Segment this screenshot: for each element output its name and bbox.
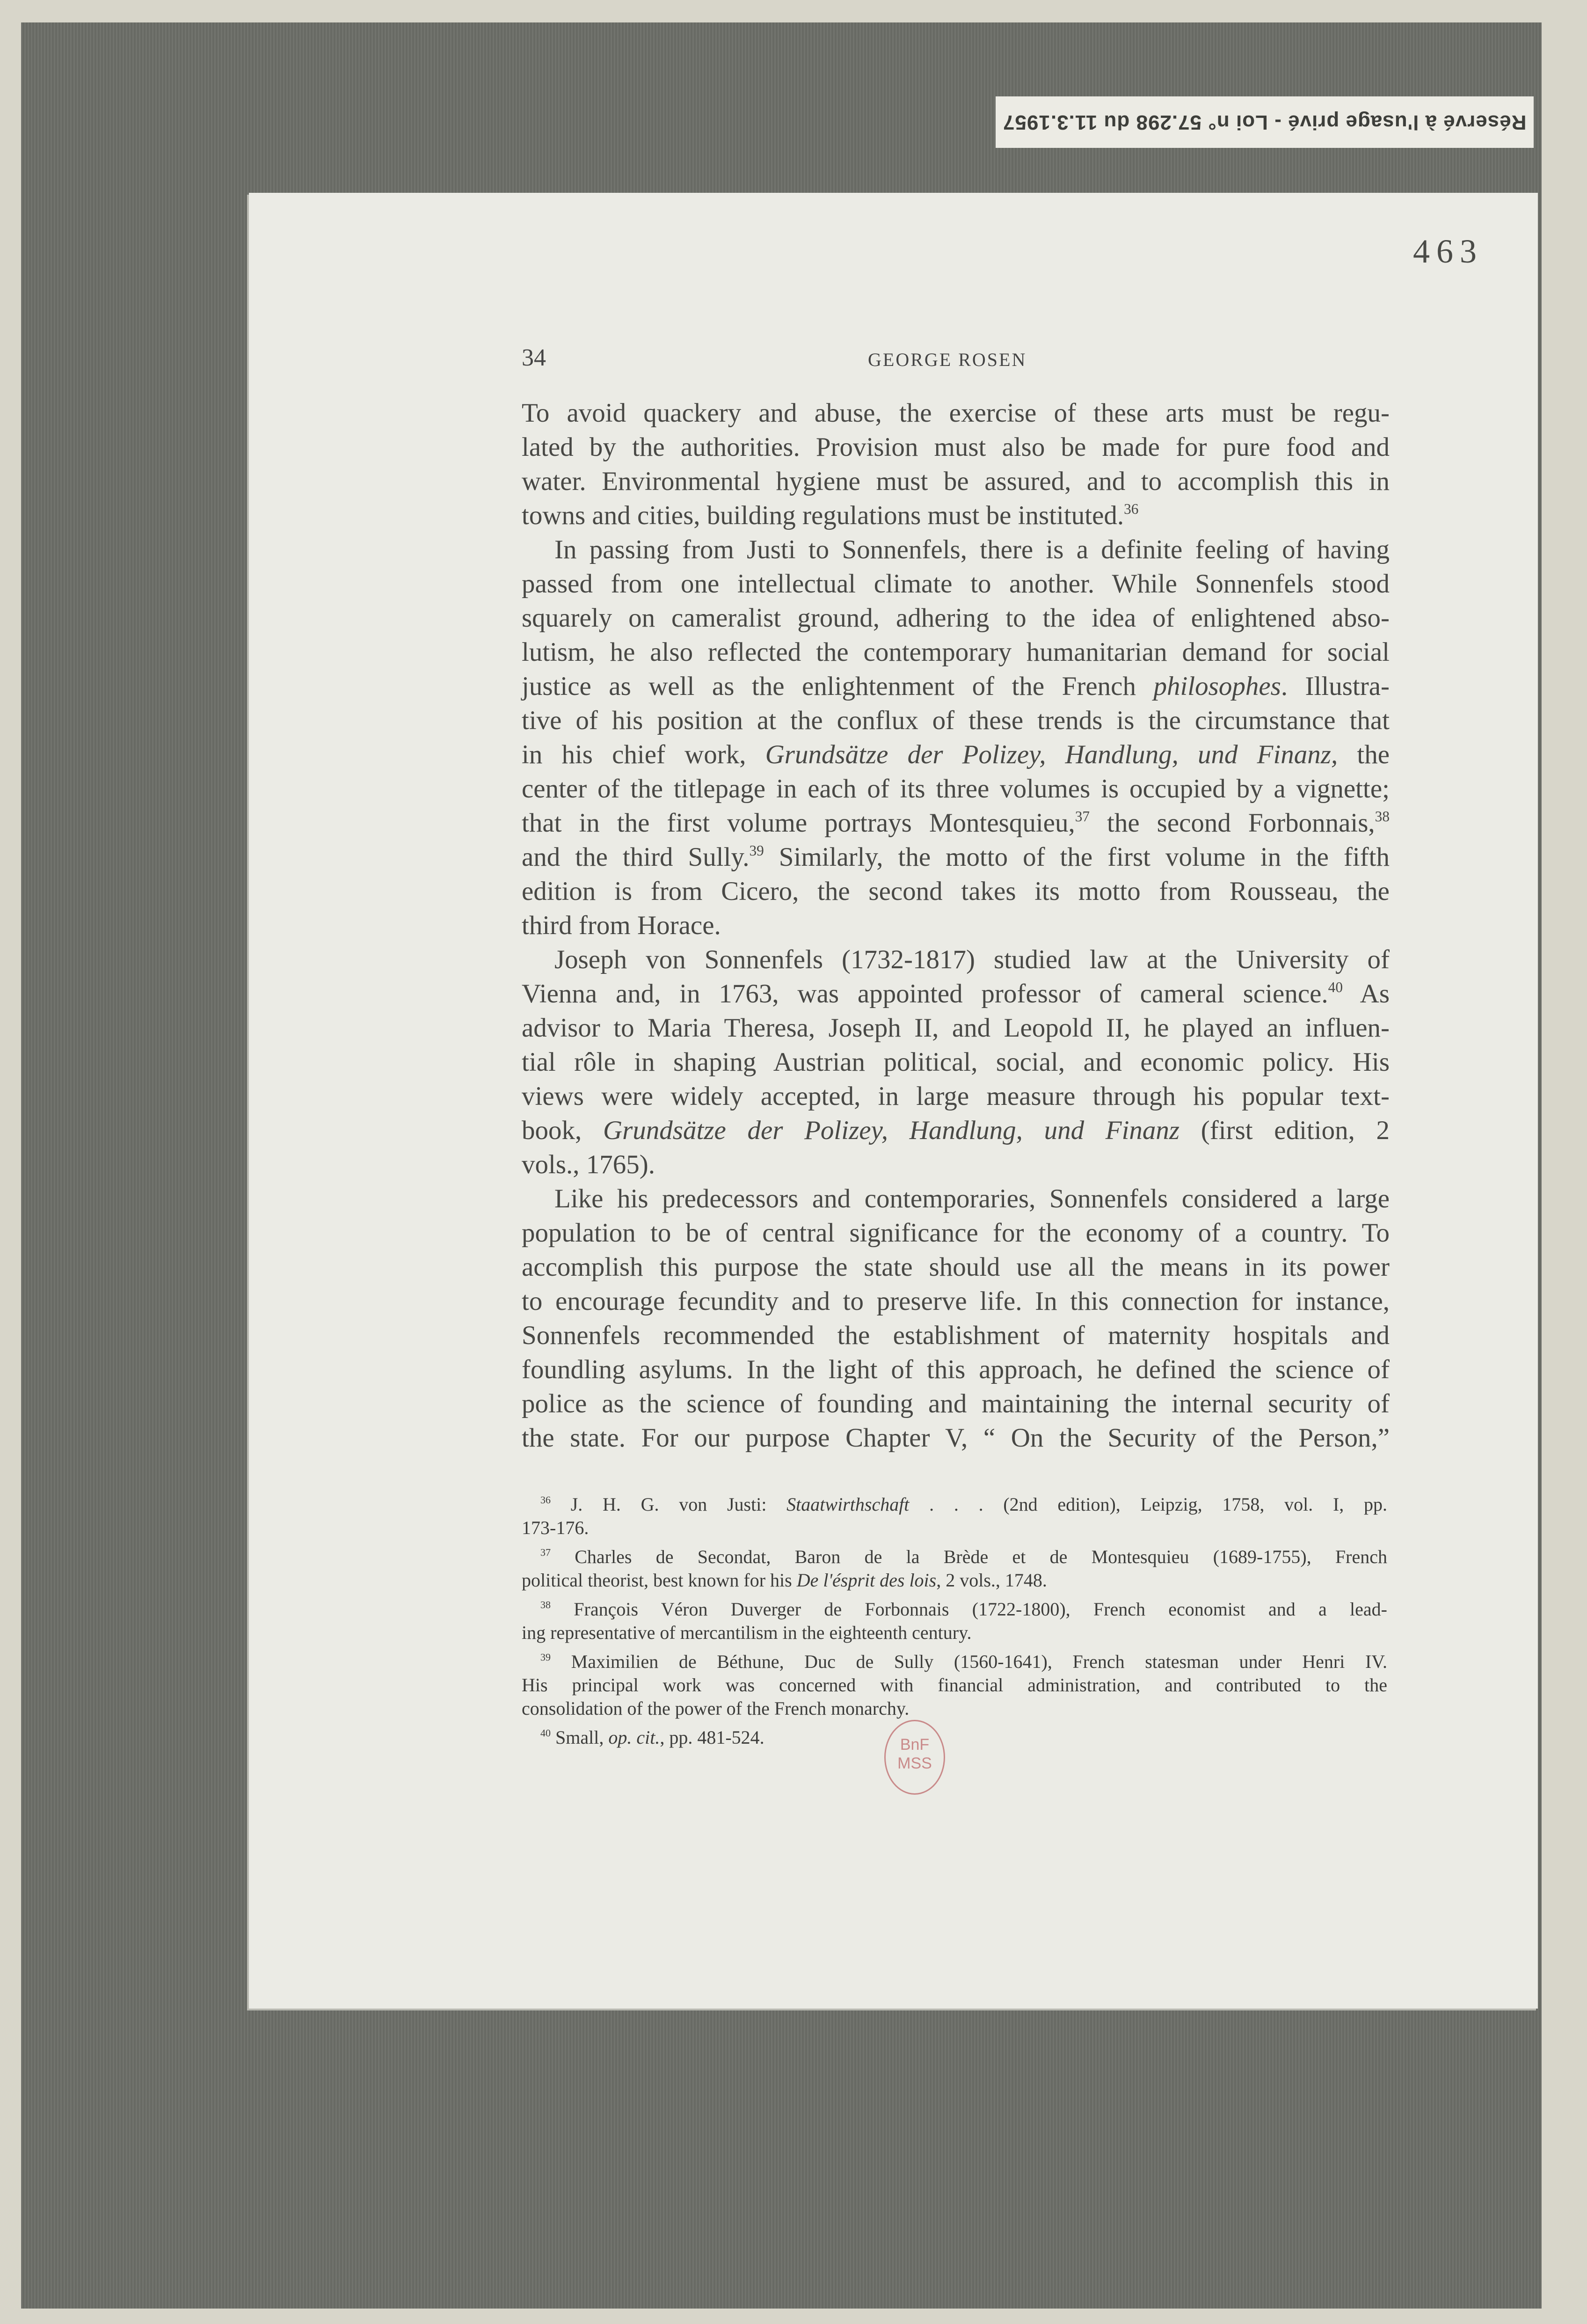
footnote-ref: 39	[749, 842, 764, 859]
text-run: tial rôle in shaping Austrian political, social, and economic policy. His	[522, 1047, 1390, 1077]
stamp-line-2: MSS	[897, 1754, 932, 1772]
footnote-ref: 36	[540, 1494, 551, 1506]
italic-text: op. cit.	[608, 1727, 660, 1748]
text-run: consolidation of the power of the French monarchy.	[522, 1698, 910, 1719]
text-line	[522, 635, 1390, 669]
footnote-ref: 36	[1124, 501, 1139, 518]
text-line	[522, 1216, 1390, 1250]
paragraph	[522, 533, 1390, 943]
text-line	[522, 1598, 1387, 1621]
text-run: Joseph von Sonnenfels (1732-1817) studied law at the University of	[554, 945, 1390, 974]
text-line	[522, 1650, 1387, 1674]
text-run: that in the first volume portrays Montesquieu,	[522, 808, 1075, 838]
text-run: François Véron Duverger de Forbonnais (1722-1800), French economist and a lead-	[551, 1599, 1387, 1620]
text-run: advisor to Maria Theresa, Joseph II, and Leopold II, he played an influen-	[522, 1013, 1390, 1043]
paragraph	[522, 1182, 1390, 1455]
usage-restriction-text: Réservé à l'usage privé - Loi n° 57.298 du 11.3.1957	[1003, 111, 1527, 134]
text-run: towns and cities, building regulations must be instituted.	[522, 501, 1124, 530]
footnote	[522, 1650, 1387, 1720]
text-run: J. H. G. von Justi:	[551, 1494, 787, 1515]
text-line	[522, 1182, 1390, 1216]
text-run: To avoid quackery and abuse, the exercise of these arts must be regu-	[522, 398, 1390, 428]
text-run: and the third Sully.	[522, 842, 750, 872]
text-line	[522, 1011, 1390, 1045]
text-line	[522, 464, 1390, 498]
text-line	[522, 703, 1390, 738]
text-run: the second Forbonnais,	[1090, 808, 1375, 838]
text-line	[522, 1569, 1387, 1592]
text-run: ing representative of mercantilism in the eighteenth century.	[522, 1622, 972, 1643]
footnote	[522, 1726, 1387, 1749]
stamp-line-1: BnF	[900, 1736, 930, 1754]
paragraph	[522, 943, 1390, 1182]
paragraph	[522, 396, 1390, 533]
text-run: lutism, he also reflected the contemporary humanitarian demand for social	[522, 637, 1390, 667]
footnote	[522, 1545, 1387, 1592]
text-run: passed from one intellectual climate to another. While Sonnenfels stood	[522, 569, 1390, 599]
text-line	[522, 1493, 1387, 1516]
text-run: views were widely accepted, in large measure through his popular text-	[522, 1082, 1390, 1111]
italic-text: Grundsätze der Polizey, Handlung, und Finanz,	[765, 740, 1338, 769]
text-run: In passing from Justi to Sonnenfels, there is a definite feeling of having	[554, 535, 1390, 564]
text-line	[522, 1545, 1387, 1569]
footnote-ref: 40	[540, 1727, 551, 1739]
text-line	[522, 567, 1390, 601]
text-line	[522, 1421, 1390, 1455]
text-line	[522, 533, 1390, 567]
body-text	[522, 396, 1390, 1455]
italic-text: Staatwirthschaft	[786, 1494, 910, 1515]
footnote-ref: 39	[540, 1651, 551, 1663]
text-run: population to be of central significance for the economy of a country. To	[522, 1218, 1390, 1248]
text-run: Like his predecessors and contemporaries, Sonnenfels considered a large	[554, 1184, 1390, 1213]
italic-text: De l'ésprit des lois	[796, 1570, 937, 1591]
text-line	[522, 498, 1390, 533]
text-line	[522, 806, 1390, 840]
text-line	[522, 1674, 1387, 1697]
text-line	[522, 1147, 1390, 1182]
text-line	[522, 908, 1390, 943]
text-run: Small,	[551, 1727, 609, 1748]
text-line	[522, 1045, 1390, 1079]
footnote	[522, 1493, 1387, 1540]
text-run: (first edition, 2	[1179, 1116, 1390, 1145]
text-run: His principal work was concerned with financial administration, and contributed to the	[522, 1674, 1387, 1695]
text-run: the state. For our purpose Chapter V, “ On the Security of the Person,”	[522, 1423, 1390, 1453]
text-run: tive of his position at the conflux of these trends is the circumstance that	[522, 706, 1390, 735]
text-line	[522, 669, 1390, 703]
text-run: water. Environmental hygiene must be assured, and to accomplish this in	[522, 467, 1390, 496]
text-run: squarely on cameralist ground, adhering to the idea of enlightened abso-	[522, 603, 1390, 633]
text-line	[522, 772, 1390, 806]
text-line	[522, 1079, 1390, 1113]
text-run: . Illustra-	[1281, 672, 1390, 701]
text-run: vols., 1765).	[522, 1150, 655, 1179]
footnote-ref: 37	[1075, 808, 1090, 825]
text-line	[522, 738, 1390, 772]
footnote-ref: 40	[1328, 979, 1343, 996]
text-run: , 2 vols., 1748.	[936, 1570, 1047, 1591]
archive-page-number: 463	[1413, 233, 1483, 270]
bnf-library-stamp	[884, 1720, 945, 1795]
running-page-number: 34	[522, 344, 546, 371]
text-run: book,	[522, 1116, 603, 1145]
text-run: 173-176.	[522, 1517, 589, 1538]
text-run: , pp. 481-524.	[660, 1727, 764, 1748]
text-run: Charles de Secondat, Baron de la Brède et de Montesquieu (1689-1755), French	[551, 1546, 1387, 1567]
text-run: political theorist, best known for his	[522, 1570, 797, 1591]
text-line	[522, 1726, 1387, 1749]
usage-restriction-label	[996, 96, 1534, 148]
text-run: As	[1343, 979, 1390, 1009]
text-line	[522, 430, 1390, 464]
footnote	[522, 1598, 1387, 1644]
italic-text: Grundsätze der Polizey, Handlung, und Finanz	[603, 1116, 1180, 1145]
footnotes	[522, 1493, 1387, 1755]
text-line	[522, 1387, 1390, 1421]
text-run: Vienna and, in 1763, was appointed professor of cameral science.	[522, 979, 1328, 1009]
text-line	[522, 1516, 1387, 1540]
text-line	[522, 1352, 1390, 1387]
text-line	[522, 943, 1390, 977]
text-line	[522, 1697, 1387, 1720]
text-run: in his chief work,	[522, 740, 765, 769]
text-line	[522, 1318, 1390, 1352]
footnote-ref: 38	[540, 1599, 551, 1611]
text-run: accomplish this purpose the state should use all the means in its power	[522, 1252, 1390, 1282]
text-run: . . . (2nd edition), Leipzig, 1758, vol. I, pp.	[909, 1494, 1388, 1515]
text-run: third from Horace.	[522, 911, 721, 940]
italic-text: philosophes	[1153, 672, 1281, 701]
text-line	[522, 874, 1390, 908]
text-line	[522, 840, 1390, 874]
text-run: edition is from Cicero, the second takes its motto from Rousseau, the	[522, 877, 1390, 906]
text-line	[522, 1621, 1387, 1644]
text-run: to encourage fecundity and to preserve life. In this connection for instance,	[522, 1286, 1390, 1316]
text-line	[522, 1250, 1390, 1284]
text-run: center of the titlepage in each of its three volumes is occupied by a vignette;	[522, 774, 1390, 804]
text-run: justice as well as the enlightenment of the French	[522, 672, 1154, 701]
running-header-author: GEORGE ROSEN	[868, 349, 1027, 370]
text-run: the	[1338, 740, 1390, 769]
text-line	[522, 601, 1390, 635]
text-run: Similarly, the motto of the first volume in the fifth	[764, 842, 1390, 872]
footnote-ref: 37	[540, 1546, 551, 1558]
text-line	[522, 1113, 1390, 1147]
text-line	[522, 396, 1390, 430]
text-run: police as the science of founding and maintaining the internal security of	[522, 1389, 1390, 1418]
text-line	[522, 977, 1390, 1011]
text-line	[522, 1284, 1390, 1318]
text-run: Sonnenfels recommended the establishment of maternity hospitals and	[522, 1321, 1390, 1350]
text-run: foundling asylums. In the light of this approach, he defined the science of	[522, 1355, 1390, 1384]
text-run: lated by the authorities. Provision must also be made for pure food and	[522, 432, 1390, 462]
footnote-ref: 38	[1375, 808, 1390, 825]
text-run: Maximilien de Béthune, Duc de Sully (1560-1641), French statesman under Henri IV.	[551, 1651, 1387, 1672]
